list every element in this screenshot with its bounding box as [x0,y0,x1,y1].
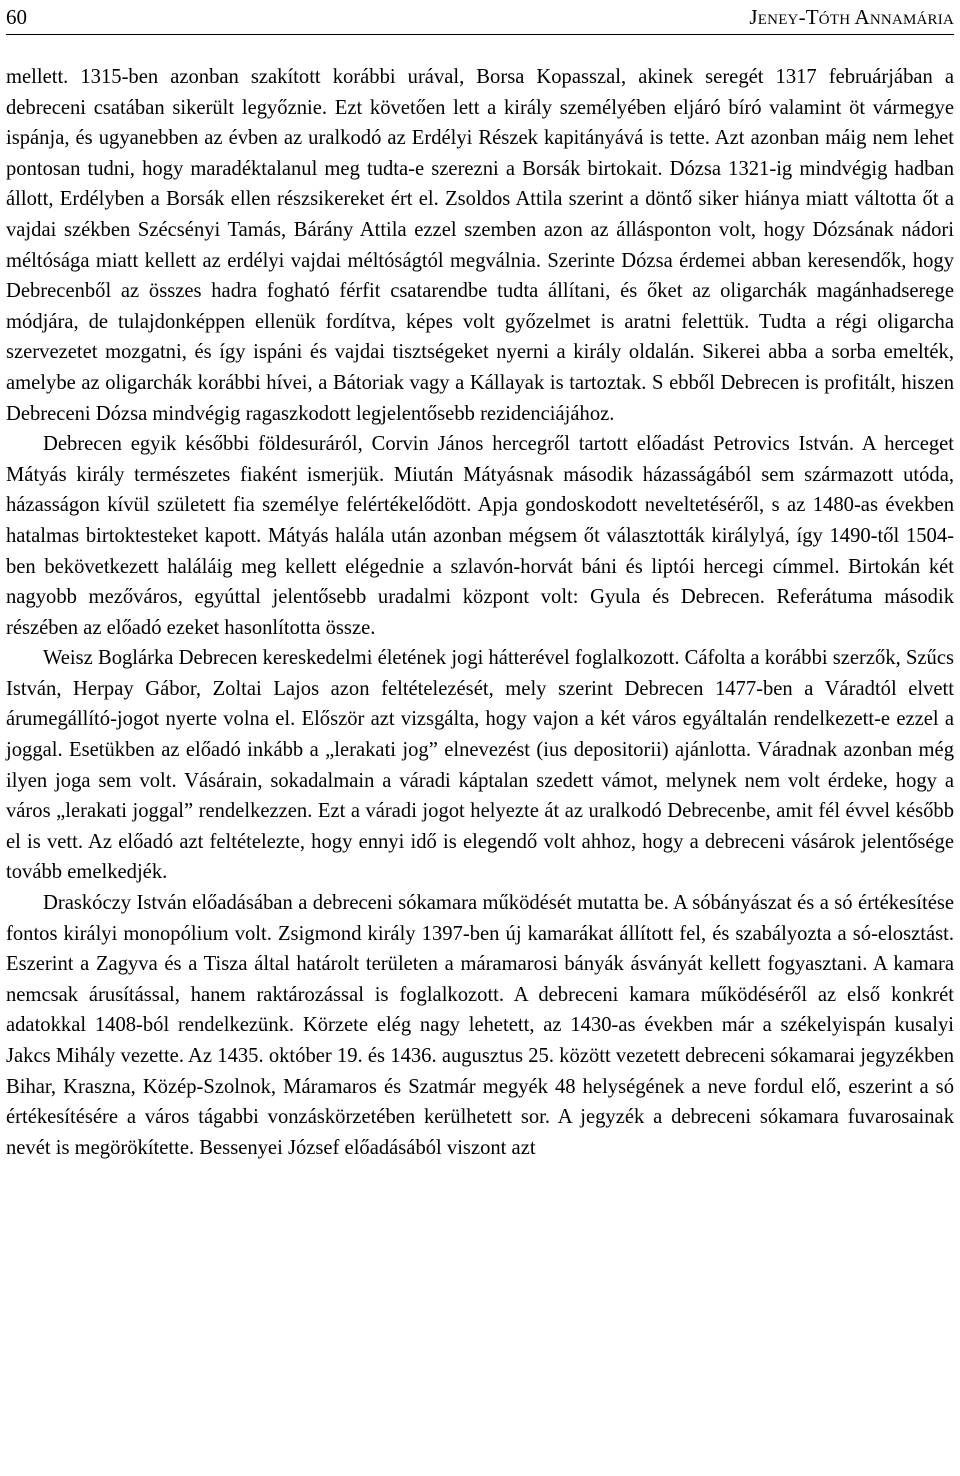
paragraph-3: Weisz Boglárka Debrecen kereskedelmi életének jogi hátterével foglalkozott. Cáfolta a korábbi szerzők, Szűcs István, Herpay Gábor, Zoltai Lajos azon feltételezését, mely szerint Debrecen 1477-ben a Váradtól elvett árumegállító-jogot nyerte volna el. Először azt vizsgálta, hogy vajon a két város egyáltalán rendelkezett-e ezzel a joggal. Esetükben az előadó inkább a „lerakati jog” elnevezést (ius depositorii) ajánlotta. Váradnak azonban még ilyen joga sem volt. Vásárain, sokadalmain a váradi káptalan szedett vámot, melynek nem volt érdeke, hogy a város „lerakati joggal” rendelkezzen. Ezt a váradi jogot helyezte át az uralkodó Debrecenbe, amit fél évvel később el is vett. Az előadó azt feltételezte, hogy ennyi idő is elegendő volt ahhoz, hogy a debreceni vásárok jelentősége tovább emelkedjék. [6,647,954,884]
page-header [6,2,954,38]
body-text [6,62,954,1163]
paragraph-1: mellett. 1315-ben azonban szakított korábbi urával, Borsa Kopasszal, akinek seregét 1317 februárjában a debreceni csatában sikerült legyőznie. Ezt követően lett a király személyében eljáró bíró valamint öt vármegye ispánja, és ugyanebben az évben az uralkodó az Erdélyi Részek kapitányává is tette. Azt azonban máig nem lehet pontosan tudni, hogy maradéktalanul meg tudta-e szerezni a Borsák birtokait. Dózsa 1321-ig mindvégig hadban állott, Erdélyben a Borsák ellen részsikereket ért el. Zsoldos Attila szerint a döntő siker hiánya miatt váltotta őt a vajdai székben Szécsényi Tamás, Bárány Attila ezzel szemben azon az állásponton volt, hogy Dózsának nádori méltósága miatt kellett az erdélyi vajdai méltóságtól megválnia. Szerinte Dózsa érdemei abban keresendők, hogy Debrecenből az összes hadra fogható férfit csatarendbe tudta állítani, és őket az oligarchák magánhadserege módjára, de tulajdonképpen ellenük fordítva, képes volt győzelmet is aratni felettük. Tudta a régi oligarcha szervezetet mozgatni, és így ispáni és vajdai tisztségeket nyerni a király oldalán. Sikerei abba a sorba emelték, amelybe az oligarchák korábbi hívei, a Bátoriak vagy a Kállayak is tartoztak. S ebből Debrecen is profitált, hiszen Debreceni Dózsa mindvégig ragaszkodott legjelentősebb rezidenciájához. [6,66,954,425]
paragraph-2: Debrecen egyik későbbi földesuráról, Corvin János hercegről tartott előadást Petrovics István. A herceget Mátyás király természetes fiaként ismerjük. Miután Mátyásnak második házasságából sem származott utóda, házasságon kívül született fia személye felértékelődött. Apja gondoskodott neveltetéséről, s az 1480-as években hatalmas birtoktesteket kapott. Mátyás halála után azonban mégsem őt választották királylyá, így 1490-től 1504-ben bekövetkezett haláláig meg kellett elégednie a szlavón-horvát báni és liptói hercegi címmel. Birtokán két nagyobb mezőváros, egyúttal jelentősebb uradalmi központ volt: Gyula és Debrecen. Referátuma második részében az előadó ezeket hasonlította össze. [6,433,954,639]
header-rule [6,34,954,35]
running-head: Jeney-Tóth Annamária [749,5,954,29]
page-number: 60 [6,5,27,29]
document-page [6,0,954,1159]
paragraph-4: Draskóczy István előadásában a debreceni sókamara működését mutatta be. A sóbányászat és a só értékesítése fontos királyi monopólium volt. Zsigmond király 1397-ben új kamarákat állított fel, és szabályozta a só-elosztást. Eszerint a Zagyva és a Tisza által határolt területen a máramarosi bányák ásványát kellett fogyasztani. A kamara nemcsak árusítással, hanem raktározással is foglalkozott. A debreceni kamara működéséről az első konkrét adatokkal 1408-ból rendelkezünk. Körzete elég nagy lehetett, az 1430-as években már a székelyispán kusalyi Jakcs Mihály vezette. Az 1435. október 19. és 1436. augusztus 25. között vezetett debreceni sókamarai jegyzékben Bihar, Kraszna, Közép-Szolnok, Máramaros és Szatmár megyék 48 helységének a neve fordul elő, eszerint a só értékesítésére a város tágabbi vonzáskörzetében kerülhetett sor. A jegyzék a debreceni sókamara fuvarosainak nevét is megörökítette. Bessenyei József előadásából viszont azt [6,892,954,1159]
